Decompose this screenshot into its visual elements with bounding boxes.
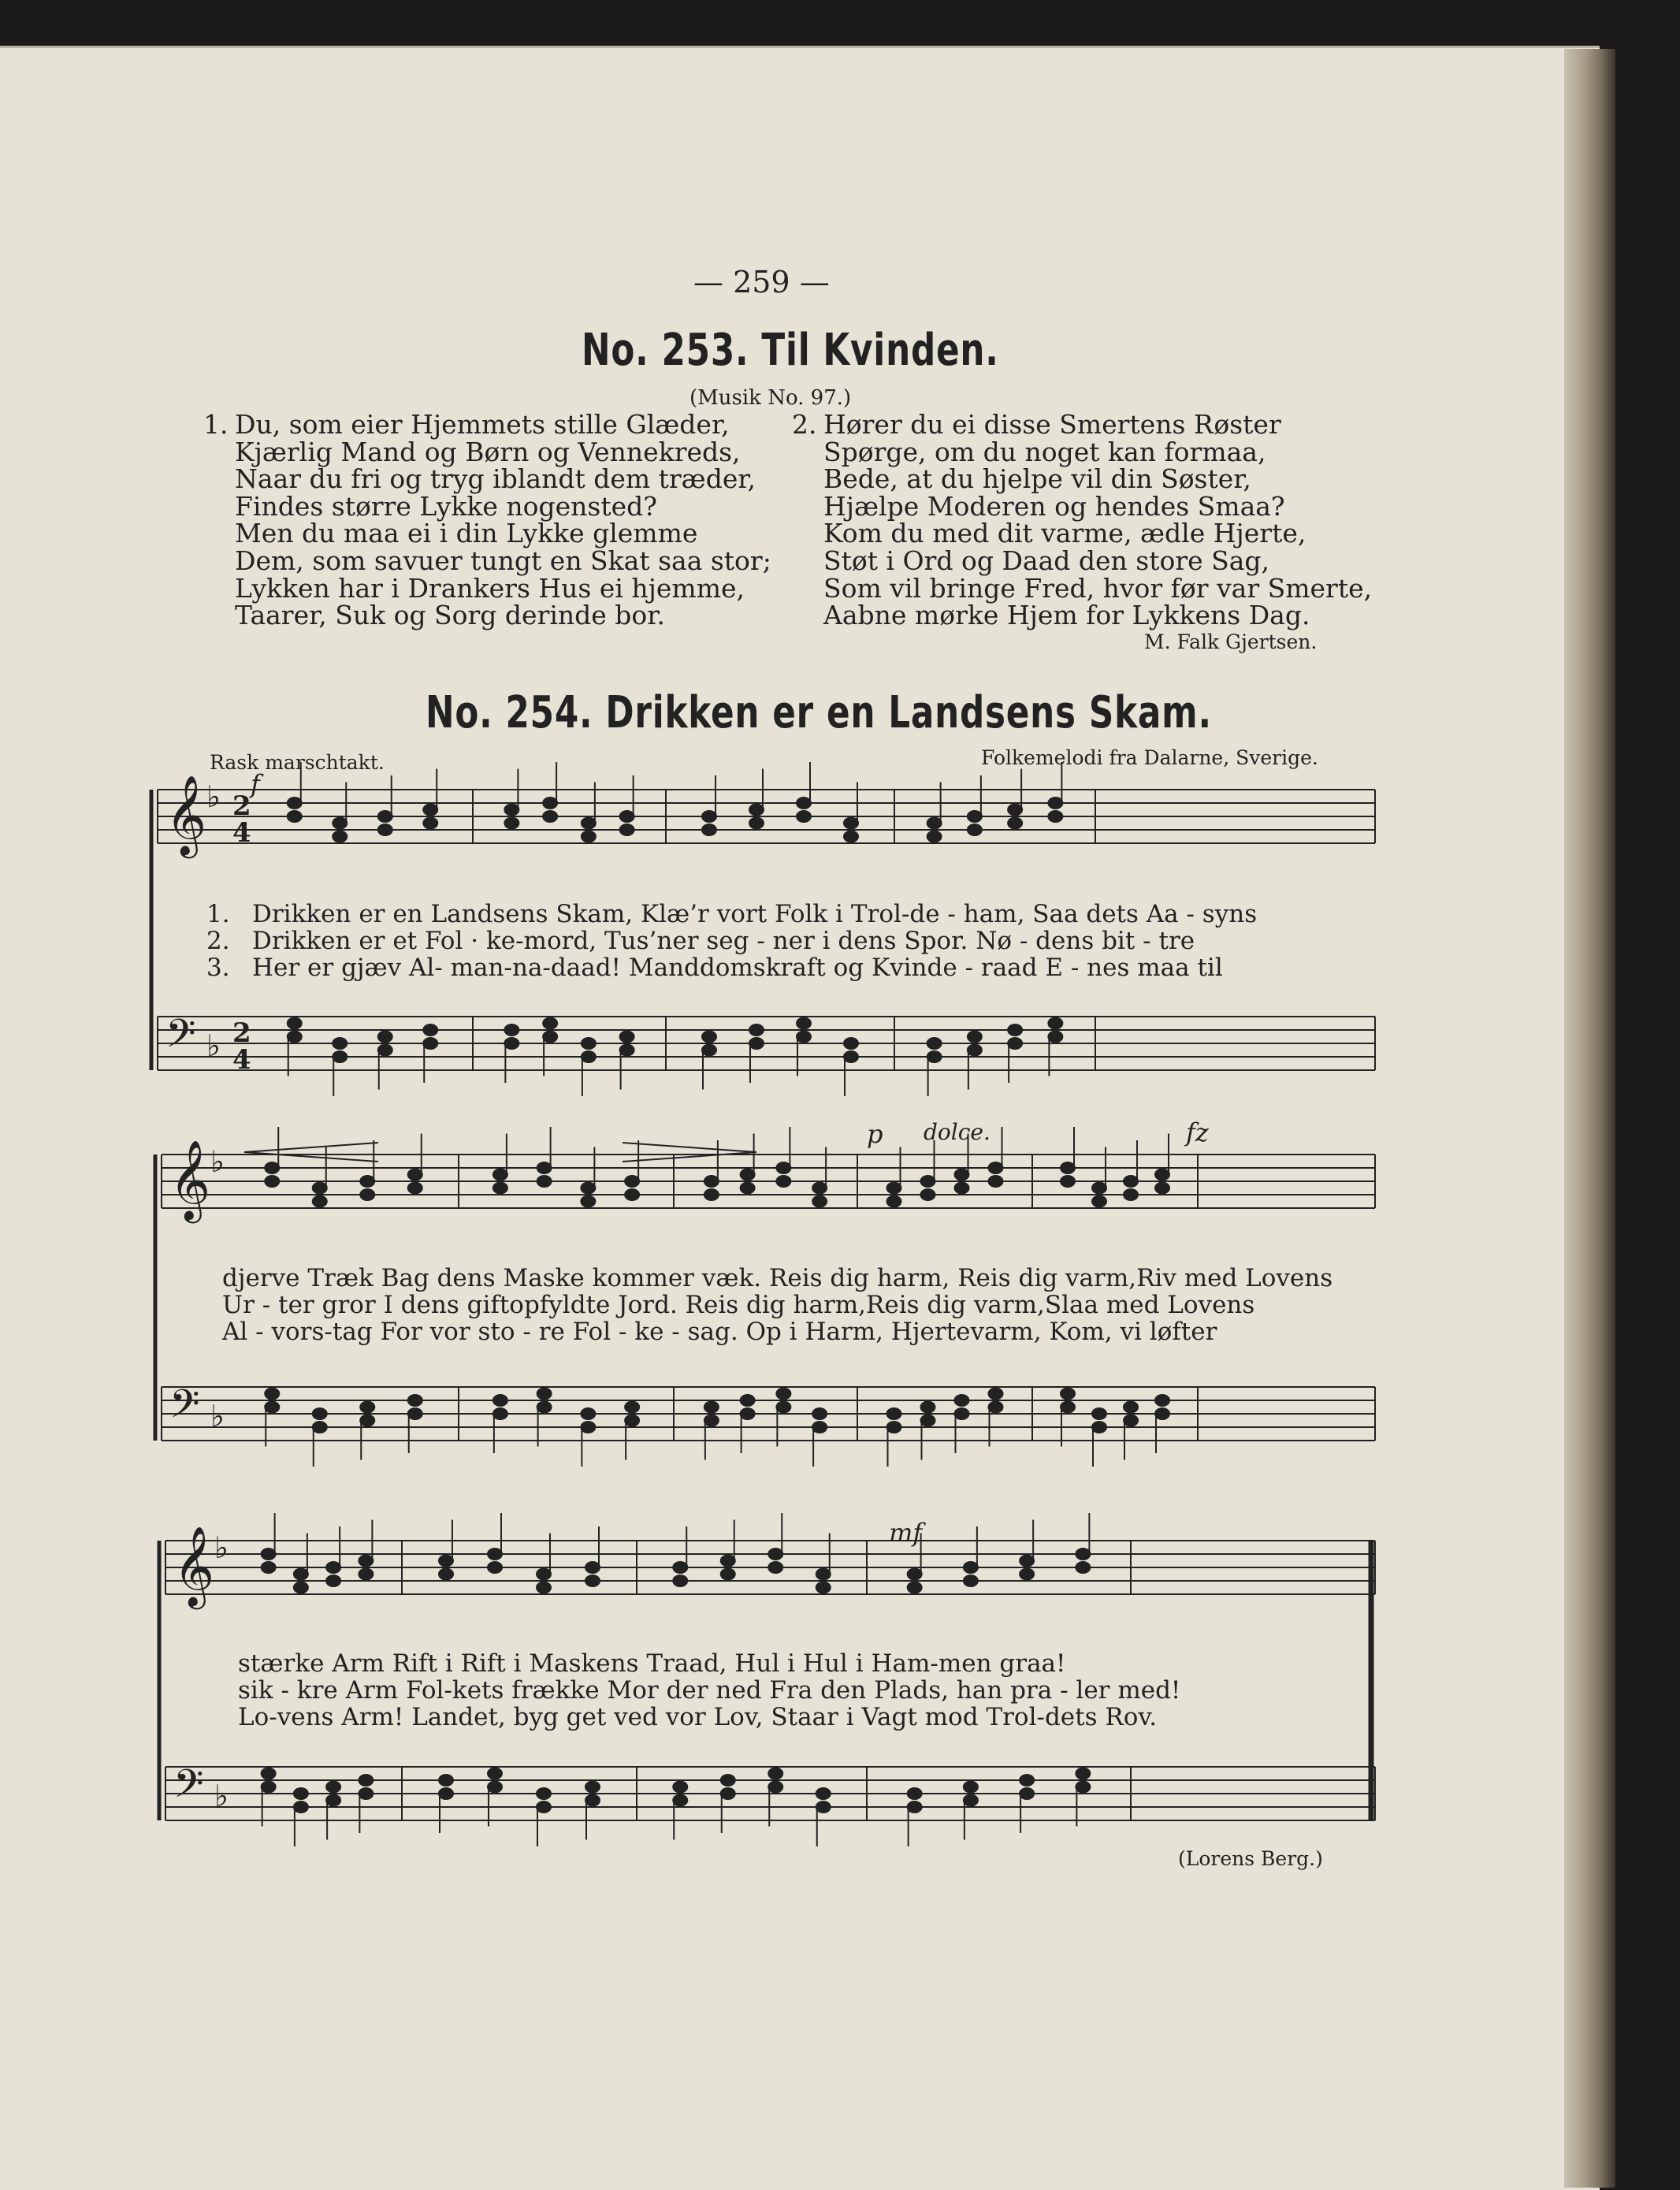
notehead	[313, 1408, 327, 1419]
notehead	[408, 1408, 422, 1419]
notehead	[504, 1024, 518, 1036]
notehead	[582, 1038, 596, 1049]
notehead	[989, 1389, 1003, 1400]
flat-key-signature: ♭	[210, 1144, 225, 1179]
notehead	[704, 1402, 719, 1413]
notehead	[1155, 1395, 1169, 1406]
dynamic-dolce: dolce.	[924, 1119, 991, 1145]
notehead	[968, 824, 982, 835]
dynamic-forte: f	[251, 769, 260, 799]
notehead	[313, 1422, 327, 1433]
notehead	[1061, 1402, 1075, 1413]
notehead	[673, 1782, 687, 1793]
flat-key-signature: ♭	[210, 1399, 225, 1433]
verse-line: Bede, at du hjelpe vil din Søster,	[823, 463, 1251, 495]
notehead	[741, 1169, 755, 1181]
notehead	[360, 1402, 374, 1413]
lyric-verse-number: 2.	[206, 927, 230, 955]
notehead	[989, 1162, 1003, 1173]
notehead	[1061, 1176, 1075, 1187]
notehead	[625, 1189, 639, 1200]
notehead	[625, 1402, 639, 1413]
notehead	[326, 1575, 340, 1586]
notehead	[704, 1189, 719, 1200]
notehead	[955, 1408, 969, 1419]
notehead	[1155, 1183, 1169, 1194]
notehead	[294, 1582, 308, 1593]
notehead	[989, 1176, 1003, 1187]
notehead	[313, 1183, 327, 1194]
notehead	[504, 818, 518, 829]
time-signature: 2	[232, 790, 251, 822]
notehead	[673, 1562, 687, 1573]
bass-clef-icon: 𝄢	[173, 1761, 204, 1816]
notehead	[1020, 1775, 1034, 1786]
music-reference: (Musik No. 97.)	[689, 386, 852, 410]
notehead	[288, 798, 302, 809]
notehead	[1076, 1549, 1090, 1560]
lyric-line: Drikken er et Fol · ke-mord, Tus’ner seg - ner i dens Spor. Nø - dens bit - tre	[252, 927, 1195, 955]
flat-key-signature: ♭	[206, 779, 221, 814]
notehead	[816, 1569, 831, 1580]
notehead	[844, 831, 858, 842]
notehead	[537, 1402, 552, 1413]
notehead	[423, 818, 437, 829]
notehead	[359, 1569, 373, 1580]
notehead	[537, 1389, 552, 1400]
notehead	[326, 1562, 340, 1573]
verse-line: Kjærlig Mand og Børn og Vennekreds,	[235, 436, 741, 467]
notehead	[812, 1422, 827, 1433]
notehead	[1124, 1402, 1138, 1413]
verse-line: Kom du med dit varme, ædle Hjerte,	[823, 518, 1306, 549]
notehead	[776, 1162, 790, 1173]
flat-key-signature: ♭	[206, 1028, 221, 1063]
notehead	[721, 1569, 735, 1580]
notehead	[927, 831, 942, 842]
notehead	[581, 1422, 595, 1433]
notehead	[908, 1582, 922, 1593]
notehead	[776, 1389, 790, 1400]
notehead	[620, 1032, 634, 1043]
notehead	[294, 1788, 308, 1799]
notehead	[1076, 1562, 1090, 1573]
notehead	[360, 1176, 374, 1187]
bass-clef-icon: 𝄢	[169, 1381, 200, 1437]
lyric-line: Lo-vens Arm! Landet, byg get ved vor Lov, Staar i Vagt mod Trol-dets Rov.	[238, 1703, 1158, 1731]
notehead	[488, 1768, 502, 1779]
treble-clef-icon: 𝄞	[165, 774, 207, 855]
lyricist-credit: (Lorens Berg.)	[1178, 1847, 1323, 1870]
notehead	[493, 1408, 507, 1419]
notehead	[955, 1395, 969, 1406]
notehead	[543, 811, 557, 822]
verse-line: Støt i Ord og Daad den store Sag,	[823, 545, 1270, 576]
bass-clef-icon: 𝄢	[165, 1011, 196, 1066]
notehead	[313, 1196, 327, 1207]
notehead	[359, 1556, 373, 1567]
notehead	[1124, 1415, 1138, 1426]
notehead	[543, 1018, 557, 1029]
treble-clef-icon: 𝄞	[169, 1139, 211, 1220]
notehead	[1076, 1768, 1090, 1779]
notehead	[1048, 1018, 1062, 1029]
notehead	[265, 1389, 279, 1400]
treble-clef-icon: 𝄞	[173, 1525, 215, 1606]
notehead	[585, 1795, 600, 1806]
notehead	[927, 1051, 942, 1062]
notehead	[326, 1795, 340, 1806]
lyrics-system-1	[206, 901, 1257, 981]
verse-line: Lykken har i Drankers Hus ei hjemme,	[235, 572, 745, 604]
notehead	[702, 811, 716, 822]
notehead	[797, 1032, 811, 1043]
notehead	[488, 1562, 502, 1573]
notehead	[1008, 1024, 1022, 1036]
notehead	[585, 1575, 600, 1586]
notehead	[581, 1183, 595, 1194]
notehead	[702, 1045, 716, 1056]
notehead	[927, 1038, 942, 1049]
notehead	[721, 1788, 735, 1799]
notehead	[908, 1569, 922, 1580]
notehead	[294, 1801, 308, 1813]
tempo-marking: Rask marschtakt.	[210, 751, 385, 774]
notehead	[333, 1038, 347, 1049]
notehead	[844, 1051, 858, 1062]
notehead	[816, 1801, 831, 1813]
lyric-verse-number: 1.	[206, 900, 230, 928]
notehead	[265, 1402, 279, 1413]
notehead	[378, 1045, 392, 1056]
notehead	[378, 824, 392, 835]
notehead	[1092, 1196, 1106, 1207]
notehead	[921, 1189, 935, 1200]
verse-line: Naar du fri og tryg iblandt dem træder,	[235, 463, 756, 495]
verse-line: Taarer, Suk og Sorg derinde bor.	[235, 600, 665, 631]
notehead	[776, 1402, 790, 1413]
notehead	[378, 811, 392, 822]
notehead	[493, 1169, 507, 1181]
notehead	[816, 1788, 831, 1799]
notehead	[749, 1038, 764, 1049]
lyric-line: sik - kre Arm Fol-kets frække Mor der ned Fra den Plads, han pra - ler med!	[238, 1676, 1181, 1705]
notehead	[741, 1183, 755, 1194]
melody-origin: Folkemelodi fra Dalarne, Sverige.	[981, 746, 1318, 769]
notehead	[439, 1556, 453, 1567]
notehead	[1155, 1169, 1169, 1181]
notehead	[625, 1176, 639, 1187]
notehead	[968, 1045, 982, 1056]
verse-line: Spørge, om du noget kan formaa,	[823, 436, 1266, 467]
notehead	[439, 1788, 453, 1799]
notehead	[1048, 1032, 1062, 1043]
notehead	[288, 811, 302, 822]
dynamic-fz: fz	[1186, 1117, 1209, 1147]
verse-line: Hjælpe Moderen og hendes Smaa?	[823, 490, 1285, 522]
notehead	[921, 1176, 935, 1187]
notehead	[844, 1038, 858, 1049]
notehead	[797, 811, 811, 822]
notehead	[927, 818, 942, 829]
notehead	[378, 1032, 392, 1043]
notehead	[537, 1569, 551, 1580]
notehead	[581, 1196, 595, 1207]
verse-number: 2.	[792, 409, 817, 440]
notehead	[955, 1169, 969, 1181]
notehead	[359, 1775, 373, 1786]
lyric-line: Her er gjæv Al- man-na-daad! Manddomskraft og Kvinde - raad E - nes maa til	[252, 954, 1223, 982]
decrescendo-hairpin	[623, 1143, 756, 1162]
notehead	[749, 818, 764, 829]
notehead	[887, 1408, 901, 1419]
verse-line: Dem, som savuer tungt en Skat saa stor;	[235, 545, 771, 576]
notehead	[262, 1562, 276, 1573]
notehead	[1020, 1569, 1034, 1580]
notehead	[333, 818, 347, 829]
notehead	[768, 1768, 782, 1779]
lyrics-system-3	[238, 1650, 1180, 1731]
lyric-line: djerve Træk Bag dens Maske kommer væk. Reis dig harm, Reis dig varm,Riv med Lovens	[222, 1264, 1333, 1292]
notehead	[908, 1801, 922, 1813]
notehead	[360, 1189, 374, 1200]
flat-key-signature: ♭	[214, 1779, 229, 1813]
notehead	[968, 1032, 982, 1043]
lyrics-system-2	[222, 1265, 1332, 1345]
notehead	[1092, 1408, 1106, 1419]
notehead	[288, 1018, 302, 1029]
notehead	[493, 1395, 507, 1406]
lyric-line: Ur - ter gror I dens giftopfyldte Jord. Reis dig harm,Reis dig varm,Slaa med Lovens	[222, 1291, 1255, 1319]
notehead	[1124, 1176, 1138, 1187]
notehead	[741, 1395, 755, 1406]
notehead	[262, 1549, 276, 1560]
notehead	[1155, 1408, 1169, 1419]
notehead	[265, 1176, 279, 1187]
notehead	[704, 1415, 719, 1426]
verse-line: Men du maa ei i din Lykke glemme	[235, 518, 698, 549]
song-253-title: No. 253. Til Kvinden.	[582, 325, 999, 376]
song-254-title: No. 254. Drikken er en Landsens Skam.	[426, 687, 1212, 738]
notehead	[1061, 1162, 1075, 1173]
notehead	[1061, 1389, 1075, 1400]
dynamic-piano: p	[867, 1119, 883, 1149]
lyric-line: Al - vors-tag For vor sto - re Fol - ke - sag. Op i Harm, Hjertevarm, Kom, vi løfter	[222, 1318, 1217, 1346]
notehead	[439, 1775, 453, 1786]
notehead	[423, 805, 437, 816]
verse-line: Du, som eier Hjemmets stille Glæder,	[235, 409, 730, 440]
notehead	[749, 805, 764, 816]
notehead	[333, 831, 347, 842]
notehead	[721, 1556, 735, 1567]
notehead	[921, 1415, 935, 1426]
lyric-verse-number: 3.	[206, 954, 230, 982]
notehead	[537, 1801, 551, 1813]
notehead	[721, 1775, 735, 1786]
notehead	[797, 1018, 811, 1029]
notehead	[359, 1788, 373, 1799]
notehead	[488, 1549, 502, 1560]
notehead	[812, 1196, 827, 1207]
notehead	[797, 798, 811, 809]
notehead	[537, 1176, 552, 1187]
verse-number: 1.	[203, 409, 229, 440]
notehead	[908, 1788, 922, 1799]
notehead	[887, 1196, 901, 1207]
flat-key-signature: ♭	[214, 1530, 229, 1565]
page-number: — 259 —	[693, 265, 830, 299]
notehead	[812, 1183, 827, 1194]
notehead	[964, 1782, 978, 1793]
notehead	[504, 1038, 518, 1049]
notehead	[625, 1415, 639, 1426]
notehead	[620, 1045, 634, 1056]
notehead	[1020, 1556, 1034, 1567]
notehead	[816, 1582, 831, 1593]
notehead	[887, 1422, 901, 1433]
notehead	[887, 1183, 901, 1194]
notehead	[620, 811, 634, 822]
notehead	[543, 798, 557, 809]
notehead	[968, 811, 982, 822]
notehead	[262, 1782, 276, 1793]
notehead	[1008, 805, 1022, 816]
notehead	[582, 831, 596, 842]
notehead	[741, 1408, 755, 1419]
notehead	[776, 1176, 790, 1187]
notehead	[408, 1169, 422, 1181]
notehead	[704, 1176, 719, 1187]
notehead	[360, 1415, 374, 1426]
author: M. Falk Gjertsen.	[1144, 630, 1318, 653]
notehead	[408, 1183, 422, 1194]
notehead	[288, 1032, 302, 1043]
notehead	[1008, 818, 1022, 829]
notehead	[673, 1795, 687, 1806]
notehead	[1020, 1788, 1034, 1799]
notehead	[964, 1575, 978, 1586]
notehead	[581, 1408, 595, 1419]
verse-line: Aabne mørke Hjem for Lykkens Dag.	[823, 600, 1310, 631]
notehead	[537, 1582, 551, 1593]
notehead	[1092, 1183, 1106, 1194]
notehead	[1076, 1782, 1090, 1793]
notehead	[582, 1051, 596, 1062]
lyric-line: stærke Arm Rift i Rift i Maskens Traad, Hul i Hul i Ham-men graa!	[238, 1649, 1066, 1678]
notehead	[585, 1782, 600, 1793]
notehead	[326, 1782, 340, 1793]
notehead	[768, 1549, 782, 1560]
notehead	[964, 1562, 978, 1573]
time-signature: 4	[232, 817, 251, 849]
lyric-line: Drikken er en Landsens Skam, Klæ’r vort Folk i Trol-de - ham, Saa dets Aa - syns	[252, 900, 1258, 928]
notehead	[749, 1024, 764, 1036]
notehead	[702, 824, 716, 835]
notehead	[1092, 1422, 1106, 1433]
notehead	[989, 1402, 1003, 1413]
notehead	[585, 1562, 600, 1573]
verse-line: Som vil bringe Fred, hvor før var Smerte,	[823, 572, 1373, 604]
verse-line: Hører du ei disse Smertens Røster	[823, 409, 1281, 440]
notehead	[768, 1782, 782, 1793]
notehead	[423, 1024, 437, 1036]
notehead	[702, 1032, 716, 1043]
notehead	[673, 1575, 687, 1586]
time-signature: 2	[232, 1017, 251, 1049]
notehead	[493, 1183, 507, 1194]
notehead	[408, 1395, 422, 1406]
notehead	[543, 1032, 557, 1043]
notehead	[768, 1562, 782, 1573]
notehead	[955, 1183, 969, 1194]
notehead	[333, 1051, 347, 1062]
notehead	[265, 1162, 279, 1173]
notehead	[1124, 1189, 1138, 1200]
notehead	[582, 818, 596, 829]
time-signature: 4	[232, 1044, 251, 1076]
notehead	[1048, 798, 1062, 809]
notehead	[537, 1788, 551, 1799]
notehead	[812, 1408, 827, 1419]
notehead	[964, 1795, 978, 1806]
notehead	[1048, 811, 1062, 822]
notehead	[294, 1569, 308, 1580]
verse-line: Findes større Lykke nogensted?	[235, 490, 657, 522]
notehead	[262, 1768, 276, 1779]
notehead	[844, 818, 858, 829]
notehead	[921, 1402, 935, 1413]
dynamic-mf: mf	[889, 1518, 923, 1548]
notehead	[1008, 1038, 1022, 1049]
crescendo-hairpin	[244, 1143, 378, 1162]
notehead	[620, 824, 634, 835]
notehead	[488, 1782, 502, 1793]
notehead	[537, 1162, 552, 1173]
notehead	[439, 1569, 453, 1580]
notehead	[423, 1038, 437, 1049]
notehead	[504, 805, 518, 816]
